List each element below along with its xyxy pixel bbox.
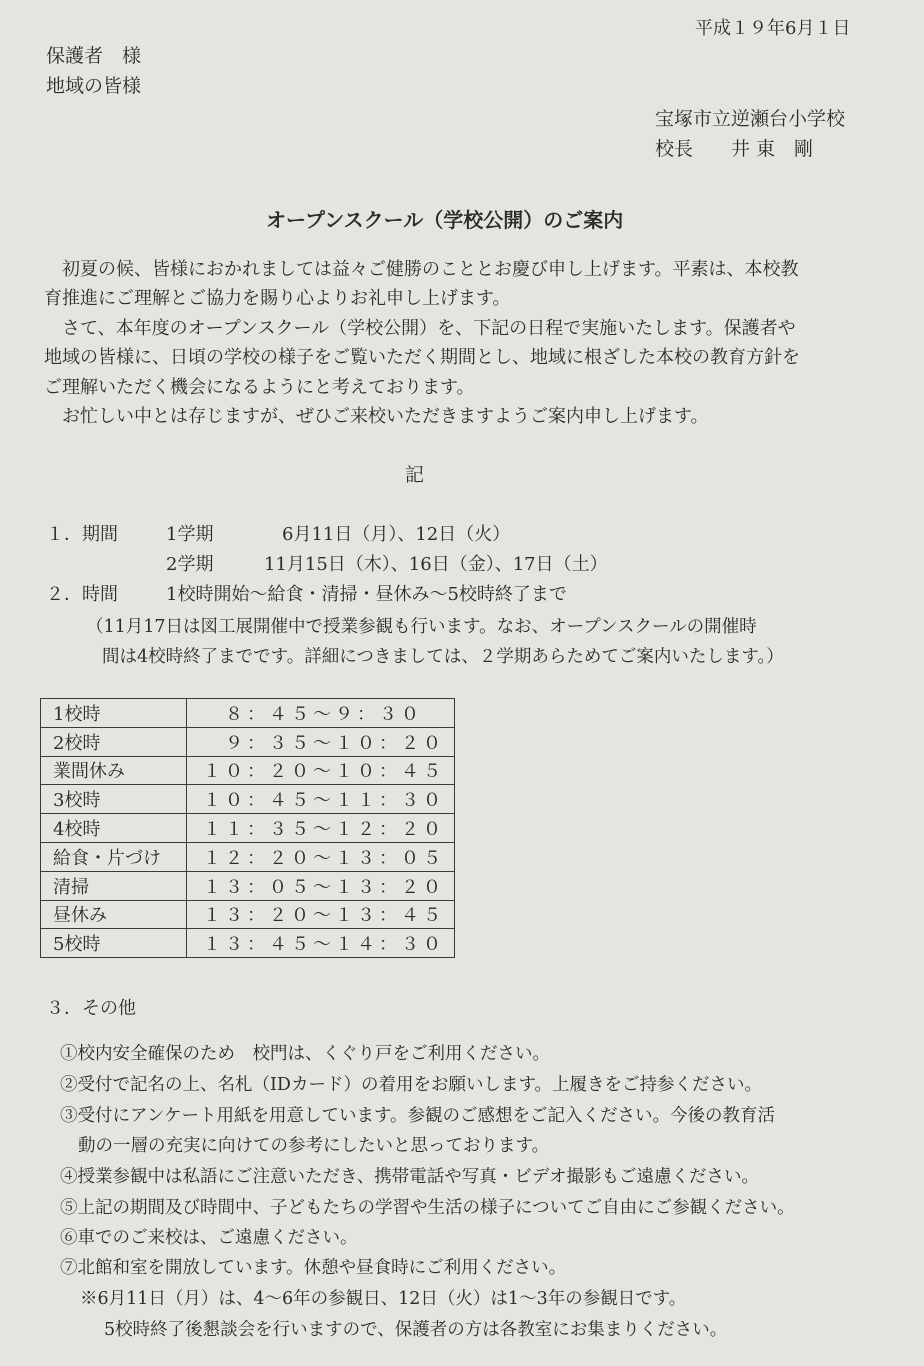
other-item: 動の一層の充実に向けての参考にしたいと思っております。	[78, 1136, 550, 1156]
schedule-period: 3校時	[41, 785, 187, 814]
intro-line: お忙しい中とは存じますが、ぜひご来校いただきますようご案内申し上げます。	[62, 406, 709, 427]
other-item: ⑦北館和室を開放しています。休憩や昼食時にご利用ください。	[60, 1258, 567, 1278]
schedule-time: １３：４５～１４：３０	[187, 929, 455, 958]
intro-line: さて、本年度のオープンスクール（学校公開）を、下記の日程で実施いたします。保護者や	[62, 318, 796, 339]
time-note: （11月17日は図工展開催中で授業参観も行います。なお、オープンスクールの開催時	[86, 617, 757, 637]
schedule-row	[41, 785, 455, 814]
schedule-time: ８：４５～９：３０	[187, 699, 455, 728]
period-label: １．期間	[46, 524, 118, 545]
other-item: ⑤上記の期間及び時間中、子どもたちの学習や生活の様子についてご自由にご参観ください。	[60, 1198, 795, 1218]
schedule-period: 5校時	[41, 929, 187, 958]
sender-school: 宝塚市立逆瀬台小学校	[655, 108, 846, 130]
recipient-community: 地域の皆様	[46, 75, 142, 97]
term2-label: 2学期	[166, 554, 214, 575]
schedule-row	[41, 929, 455, 958]
term1-dates: 6月11日（月）、12日（火）	[282, 524, 511, 545]
time-label: ２．時間	[46, 584, 118, 605]
other-item: ④授業参観中は私語にご注意いただき、携帯電話や写真・ビデオ撮影もご遠慮ください。	[60, 1167, 759, 1187]
other-item: ⑥車でのご来校は、ご遠慮ください。	[60, 1228, 358, 1248]
other-label: ３．その他	[46, 998, 136, 1019]
schedule-period: 2校時	[41, 727, 187, 756]
recipient-guardians: 保護者 様	[46, 45, 142, 67]
schedule-row	[41, 871, 455, 900]
intro-line: ご理解いただく機会になるようにと考えております。	[44, 377, 475, 398]
issue-date: 平成１９年6月１日	[695, 18, 851, 39]
intro-line: 育推進にご理解とご協力を賜り心よりお礼申し上げます。	[44, 288, 511, 309]
schedule-time: １３：０５～１３：２０	[187, 871, 455, 900]
sender-principal: 校長 井 東 剛	[655, 138, 814, 160]
schedule-period: 4校時	[41, 814, 187, 843]
schedule-period: 昼休み	[41, 900, 187, 929]
schedule-table	[40, 698, 455, 958]
time-text: 1校時開始～給食・清掃・昼休み～5校時終了まで	[166, 584, 567, 605]
term2-dates: 11月15日（木）、16日（金）、17日（土）	[264, 554, 608, 575]
schedule-row	[41, 727, 455, 756]
time-note: 間は4校時終了までです。詳細につきましては、２学期あらためてご案内いたします。）	[102, 647, 784, 667]
schedule-period: 給食・片づけ	[41, 842, 187, 871]
schedule-row	[41, 842, 455, 871]
schedule-time: １３：２０～１３：４５	[187, 900, 455, 929]
other-item: ②受付で記名の上、名札（IDカード）の着用をお願いします。上履きをご持参ください。	[60, 1075, 763, 1095]
other-note: 5校時終了後懇談会を行いますので、保護者の方は各教室にお集まりください。	[104, 1320, 728, 1340]
other-item: ①校内安全確保のため 校門は、くぐり戸をご利用ください。	[60, 1044, 550, 1064]
document-title: オープンスクール（学校公開）のご案内	[266, 208, 624, 232]
schedule-time: ９：３５～１０：２０	[187, 727, 455, 756]
term1-label: 1学期	[166, 524, 214, 545]
schedule-row	[41, 814, 455, 843]
schedule-row	[41, 756, 455, 785]
ki-heading: 記	[405, 464, 425, 486]
schedule-time: １０：２０～１０：４５	[187, 756, 455, 785]
schedule-time: １０：４５～１１：３０	[187, 785, 455, 814]
schedule-period: 清掃	[41, 871, 187, 900]
schedule-row	[41, 900, 455, 929]
schedule-row	[41, 699, 455, 728]
other-item: ③受付にアンケート用紙を用意しています。参観のご感想をご記入ください。今後の教育活	[60, 1106, 776, 1126]
schedule-period: 1校時	[41, 699, 187, 728]
intro-line: 初夏の候、皆様におかれましては益々ご健勝のこととお慶び申し上げます。平素は、本校教	[62, 259, 799, 280]
other-note: ※6月11日（月）は、4～6年の参観日、12日（火）は1～3年の参観日です。	[80, 1289, 687, 1309]
intro-line: 地域の皆様に、日頃の学校の様子をご覧いただく期間とし、地域に根ざした本校の教育方針を	[44, 347, 800, 368]
schedule-time: １１：３５～１２：２０	[187, 814, 455, 843]
schedule-period: 業間休み	[41, 756, 187, 785]
schedule-time: １２：２０～１３：０５	[187, 842, 455, 871]
